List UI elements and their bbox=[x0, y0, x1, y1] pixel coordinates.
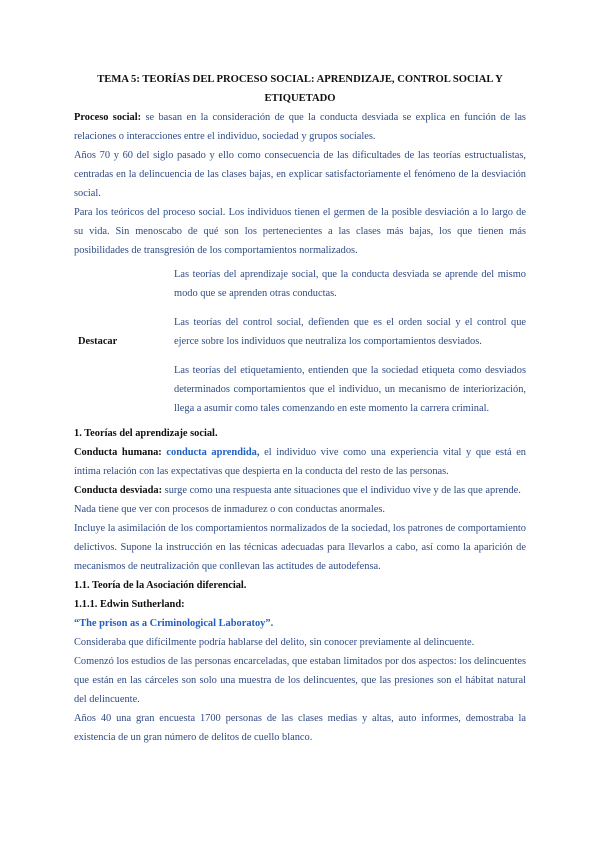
highlight-item: Las teorías del control social, defienden que es el orden social y el control que ejerce sobre los individuos que neutraliza los comportamientos desviados. bbox=[174, 317, 526, 347]
sutherland-paragraph-1: Consideraba que difícilmente podría hablarse del delito, sin conocer previamente al delincuente. bbox=[74, 637, 475, 648]
intro-text: se basan en la consideración de que la conducta desviada se explica en función de las relaciones o interacciones entre el individuo, sociedad y grupos sociales. bbox=[74, 112, 526, 142]
incluye-paragraph: Incluye la asimilación de los comportamientos normalizados de la sociedad, los patrones de comportamiento delictivos. Supone la instrucción en las técnicas adecuadas para llevarlos a cabo, así como la aparición de mecanismos de neutralización que conllevan las actitudes de autodefensa. bbox=[74, 523, 526, 572]
highlight-items bbox=[174, 265, 526, 418]
document-body bbox=[74, 70, 526, 747]
human-conduct-term: Conducta humana: bbox=[74, 447, 162, 458]
document-title: TEMA 5: TEORÍAS DEL PROCESO SOCIAL: APRENDIZAJE, CONTROL SOCIAL Y ETIQUETADO bbox=[97, 74, 503, 104]
deviant-conduct-term: Conducta desviada: bbox=[74, 485, 163, 496]
book-quote: “The prison as a Criminological Laboratoy”. bbox=[74, 618, 274, 629]
section-1-1-1-heading: 1.1.1. Edwin Sutherland: bbox=[74, 599, 185, 610]
intro-paragraph-3: Para los teóricos del proceso social. Los individuos tienen el germen de la posible desviación a lo largo de su vida. Sin menoscabo de qué son los pertenecientes a las clases más bajas, los que tienen más posibilidades de transgresión de los comportamientos normalizados. bbox=[74, 207, 526, 256]
deviant-conduct-paragraph bbox=[74, 481, 526, 500]
deviant-conduct-text: surge como una respuesta ante situaciones que el individuo vive y de las que aprende. bbox=[164, 485, 521, 496]
highlight-label: Destacar bbox=[78, 336, 118, 347]
intro-term: Proceso social: bbox=[74, 112, 142, 123]
sutherland-paragraph-2: Comenzó los estudios de las personas encarceladas, que estaban limitados por dos aspectos: los delincuentes que están en las cárceles son solo una muestra de los delincuentes, que las presiones son el hábitat natural del delincuente. bbox=[74, 656, 526, 705]
section-1-1-heading: 1.1. Teoría de la Asociación diferencial. bbox=[74, 580, 247, 591]
human-conduct-paragraph bbox=[74, 443, 526, 481]
highlight-box bbox=[74, 265, 526, 418]
highlight-item: Las teorías del aprendizaje social, que la conducta desviada se aprende del mismo modo que se aprenden otras conductas. bbox=[174, 269, 526, 299]
intro-paragraph-2: Años 70 y 60 del siglo pasado y ello como consecuencia de las dificultades de las teorías estructualistas, centradas en la delincuencia de las clases bajas, en explicar satisfactoriamente el fenómeno de la desviación social. bbox=[74, 150, 526, 199]
human-conduct-highlight: conducta aprendida, bbox=[166, 447, 260, 458]
sutherland-paragraph-3: Años 40 una gran encuesta 1700 personas de las clases medias y altas, auto informes, demostraba la existencia de un gran número de delitos de cuello blanco. bbox=[74, 713, 526, 743]
section-1-heading: 1. Teorías del aprendizaje social. bbox=[74, 428, 218, 439]
intro-paragraph bbox=[74, 108, 526, 146]
nada-paragraph: Nada tiene que ver con procesos de inmadurez o con conductas anormales. bbox=[74, 504, 386, 515]
highlight-item: Las teorías del etiquetamiento, entienden que la sociedad etiqueta como desviados determinados comportamientos que el individuo, un mecanismo de interiorización, llega a asumir como tales comenzando en este momento la carrera criminal. bbox=[174, 365, 526, 414]
human-conduct-text: el individuo vive como una experiencia vital y que está en íntima relación con las expectativas que despierta en la conducta del resto de las personas. bbox=[74, 447, 527, 477]
